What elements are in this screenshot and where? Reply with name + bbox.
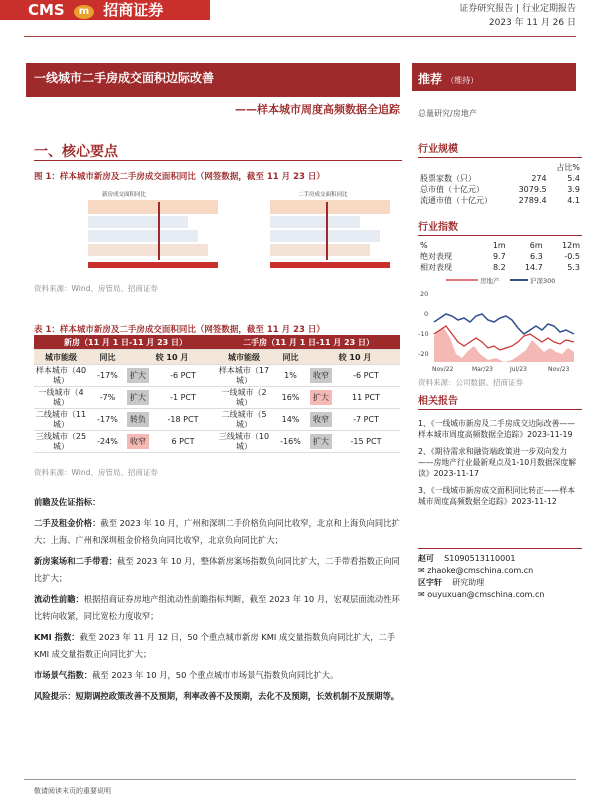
change-dir	[310, 409, 400, 431]
fig1-left-title: 新房成交面积同比	[102, 192, 147, 198]
related-report-item[interactable]: 1、《一线城市新房及二手房成交边际改善——样本城市周度高频数据全追踪》2023-11-19	[418, 419, 575, 439]
report-date: 2023 年 11 月 26 日	[488, 18, 576, 28]
body-paragraph	[34, 515, 402, 549]
analysts-block	[418, 548, 582, 601]
figure-1-svg	[40, 188, 400, 276]
city-level: 三线城市（25 城）	[35, 431, 87, 451]
index-value: 8.2	[492, 263, 506, 272]
city-level: 一线城市（4 城）	[34, 387, 88, 409]
body-paragraph	[34, 494, 402, 511]
analyst-email[interactable]: ouyuxuan@cmschina.com.cn	[427, 590, 545, 599]
table-row	[34, 409, 400, 431]
fig1-bar	[88, 230, 198, 242]
city-level: 一线城市（2 城）	[217, 387, 271, 409]
rating-note: （维持）	[446, 76, 479, 85]
col-header: 较 10 月	[127, 350, 217, 365]
paragraph-label: 风险提示：	[34, 691, 76, 701]
mail-icon: ✉	[418, 566, 425, 575]
change-dir	[127, 387, 217, 409]
fig1-bar	[88, 216, 188, 228]
change-dir	[127, 365, 217, 387]
industry-index-table	[418, 240, 582, 273]
section-title: 一、核心要点	[34, 144, 118, 160]
analyst-email[interactable]: zhaoke@cmschina.com.cn	[427, 566, 534, 575]
pct-change: 11 PCT	[351, 393, 381, 402]
index-chart-source: 资料来源：公司数据、招商证券	[418, 378, 523, 387]
table-head-second: 二手房（11 月 1 日-11 月 23 日）	[217, 335, 400, 350]
analyst-id: S1090513110001	[444, 554, 516, 563]
paragraph-label: KMI 指数：	[34, 632, 80, 642]
pct-change: -15 PCT	[350, 437, 382, 446]
logo-mark-icon: m	[74, 5, 94, 19]
related-report-item[interactable]: 2、《期待需求和融资端政策进一步双向发力——房地产行业最新观点及1-10月数据深度解读》2023-11-17	[418, 447, 577, 478]
paragraph-text: 截至 2023 年 11 月 12 日，50 个重点城市新房 KMI 成交量指数负向同比扩大，二手 KMI 成交量指数正向同比扩大；	[34, 632, 396, 659]
mail-icon: ✉	[418, 590, 425, 599]
change-dir	[127, 409, 217, 431]
index-label: 相对表现	[420, 263, 452, 272]
fig1-bar	[270, 200, 390, 214]
industry-index-title: 行业指数	[418, 218, 582, 236]
fig1-axis	[88, 262, 218, 268]
body-paragraph	[34, 629, 402, 663]
figure-source: 资料来源：Wind、房管局、招商证券	[34, 284, 158, 293]
fig1-bar	[270, 244, 370, 256]
index-header: 12m	[562, 241, 580, 250]
fig1-bar	[88, 244, 208, 256]
rating-box	[412, 63, 576, 91]
realestate-area	[434, 328, 574, 362]
yoy-value: -16%	[271, 431, 310, 453]
body-paragraph	[34, 553, 402, 587]
index-value: -0.5	[564, 252, 580, 261]
scale-pct: 3.9	[567, 185, 580, 194]
change-dir	[310, 431, 400, 453]
industry-scale-title: 行业规模	[418, 140, 582, 158]
direction-badge: 转负	[127, 412, 149, 427]
index-value: 14.7	[524, 263, 543, 272]
analyst-email-row	[418, 565, 582, 577]
direction-badge: 收窄	[310, 412, 332, 427]
x-tick: Mar/23	[472, 366, 493, 373]
page-subtitle: ——样本城市周度高频数据全追踪	[235, 103, 400, 116]
table-row	[34, 365, 400, 387]
page-title: 一线城市二手房成交面积边际改善	[26, 63, 400, 97]
fig1-zero-line	[326, 202, 328, 260]
yoy-value: -24%	[88, 431, 127, 453]
table-caption: 表 1：样本城市新房及二手房成交面积同比（网签数据，截至 11 月 23 日）	[34, 325, 325, 335]
pct-change: -6 PCT	[353, 371, 379, 380]
yoy-value: -7%	[88, 387, 127, 409]
table-row	[34, 387, 400, 409]
fig1-right-title: 二手房成交面积同比	[298, 192, 348, 198]
report-meta	[459, 2, 576, 30]
logo-text: CMS	[28, 1, 65, 19]
brand-logo	[0, 0, 210, 20]
pct-change: -6 PCT	[170, 371, 196, 380]
scale-value: 274	[531, 174, 547, 183]
industry-scale-table	[418, 162, 582, 206]
index-header: 1m	[492, 241, 506, 250]
table-head-new: 新房（11 月 1 日-11 月 23 日）	[34, 335, 217, 350]
paragraph-text: 截至 2023 年 10 月，50 个重点城市市场景气指数负向同比扩大。	[92, 670, 339, 680]
paragraph-text: 截至 2023 年 10 月，广州和深圳二手价格负向同比收窄，北京和上海负向同比扩大；上海、广州和深圳租金价格负向同比收窄，北京负向同比扩大；	[34, 518, 400, 545]
scale-label: 股票家数（只）	[420, 174, 476, 183]
section-divider	[34, 160, 402, 161]
scale-header: 占比%	[556, 163, 580, 172]
col-header: 同比	[88, 350, 127, 365]
industry-scale-section	[418, 140, 582, 206]
direction-badge: 扩大	[127, 390, 149, 405]
scale-pct: 5.4	[567, 174, 580, 183]
pct-change: -18 PCT	[167, 415, 199, 424]
direction-badge: 扩大	[310, 434, 332, 449]
footer-note: 敬请阅读末页的重要说明	[34, 787, 111, 795]
analyst-name: 区宇轩	[418, 578, 442, 587]
city-level: 样本城市（40 城）	[35, 365, 87, 385]
index-chart-svg	[418, 276, 582, 374]
pct-change: -1 PCT	[170, 393, 196, 402]
analyst-email-row	[418, 589, 582, 601]
related-reports-title: 相关报告	[418, 392, 582, 410]
index-header: %	[420, 241, 428, 250]
paragraph-text: 短期调控政策改善不及预期，利率改善不及预期，去化不及预期，长效机制不及预期等。	[75, 691, 400, 701]
index-value: 5.3	[567, 263, 580, 272]
city-level: 三线城市（10 城）	[218, 431, 270, 451]
fig1-bar	[270, 216, 360, 228]
yoy-value: -17%	[88, 409, 127, 431]
realestate-line	[434, 326, 574, 350]
yoy-value: 1%	[271, 365, 310, 387]
y-tick: -20	[418, 350, 429, 358]
x-tick: Nov/23	[548, 366, 570, 373]
direction-badge: 扩大	[310, 390, 332, 405]
logo-cn-text: 招商证券	[103, 1, 164, 19]
paragraph-label: 新房案场和二手带看：	[34, 556, 117, 566]
pct-change: 6 PCT	[171, 437, 195, 446]
direction-badge: 收窄	[127, 434, 149, 449]
pct-change: -7 PCT	[353, 415, 379, 424]
fig1-zero-line	[158, 202, 160, 260]
paragraph-label: 流动性前瞻：	[34, 594, 84, 604]
data-table	[34, 335, 400, 453]
fig1-axis	[270, 262, 390, 268]
index-chart	[418, 276, 582, 388]
scale-label: 总市值（十亿元）	[420, 185, 484, 194]
related-report-item[interactable]: 3、《一线城市新房成交面积同比转正——样本城市周度高频数据全追踪》2023-11-12	[418, 486, 575, 506]
figure-caption: 图 1：样本城市新房及二手房成交面积同比（网签数据，截至 11 月 23 日）	[34, 172, 325, 182]
rating-label: 推荐	[418, 72, 443, 86]
direction-badge: 扩大	[127, 368, 149, 383]
related-reports-section	[418, 392, 582, 507]
paragraphs	[34, 494, 402, 709]
y-tick: -10	[418, 330, 429, 338]
legend-csi300: 沪深300	[530, 277, 556, 285]
analyst-row	[418, 577, 582, 589]
analyst-name: 赵可	[418, 554, 434, 563]
scale-value: 3079.5	[518, 185, 547, 194]
category-tag: 总量研究/房地产	[418, 109, 477, 118]
table-source: 资料来源：Wind、房管局、招商证券	[34, 468, 158, 477]
city-level: 二线城市（5 城）	[217, 409, 271, 431]
body-paragraph	[34, 667, 402, 684]
table-row	[34, 431, 400, 453]
change-dir	[310, 365, 400, 387]
col-header: 较 10 月	[310, 350, 400, 365]
y-tick: 20	[420, 290, 429, 298]
yoy-value: -17%	[88, 365, 127, 387]
city-level: 二线城市（11 城）	[35, 409, 87, 429]
legend-realestate: 房地产	[480, 277, 500, 285]
analyst-row	[418, 553, 582, 565]
direction-badge: 收窄	[310, 368, 332, 383]
analyst-id: 研究助理	[452, 578, 485, 587]
paragraph-label: 二手及租金价格：	[34, 518, 101, 528]
body-paragraph	[34, 591, 402, 625]
x-tick: Jul/23	[510, 366, 527, 373]
industry-index-section	[418, 218, 582, 273]
paragraph-label: 市场景气指数：	[34, 670, 93, 680]
fig1-bar	[88, 200, 218, 214]
index-label: 绝对表现	[420, 252, 452, 261]
csi300-line	[434, 314, 574, 334]
yoy-value: 16%	[271, 387, 310, 409]
col-header: 城市能级	[34, 350, 88, 365]
change-dir	[127, 431, 217, 453]
paragraph-label: 前瞻及佐证指标：	[34, 497, 101, 507]
scale-value: 2789.4	[518, 196, 547, 205]
index-header: 6m	[529, 241, 543, 250]
figure-1	[40, 188, 400, 276]
index-value: 9.7	[492, 252, 506, 261]
city-level: 样本城市（17 城）	[218, 365, 270, 385]
change-dir	[310, 387, 400, 409]
header-divider	[24, 36, 576, 37]
body-paragraph	[34, 688, 402, 705]
scale-label: 流通市值（十亿元）	[420, 196, 492, 205]
y-tick: 0	[424, 310, 429, 318]
fig1-bar	[270, 230, 380, 242]
paragraph-text: 截至 2023 年 10 月，整体新房案场指数负向同比扩大，二手带看指数正向同比扩大；	[34, 556, 400, 583]
footer-divider	[24, 779, 576, 780]
col-header: 城市能级	[217, 350, 271, 365]
index-value: 6.3	[529, 252, 543, 261]
paragraph-text: 根据招商证券房地产组流动性前瞻指标判断，截至 2023 年 10 月，宏观层面流动性环比转向收紧，同比宽松力度收窄；	[34, 594, 400, 621]
scale-pct: 4.1	[567, 196, 580, 205]
yoy-value: 14%	[271, 409, 310, 431]
x-tick: Nov/22	[432, 366, 454, 373]
report-type: 证券研究报告 | 行业定期报告	[459, 4, 576, 14]
col-header: 同比	[271, 350, 310, 365]
